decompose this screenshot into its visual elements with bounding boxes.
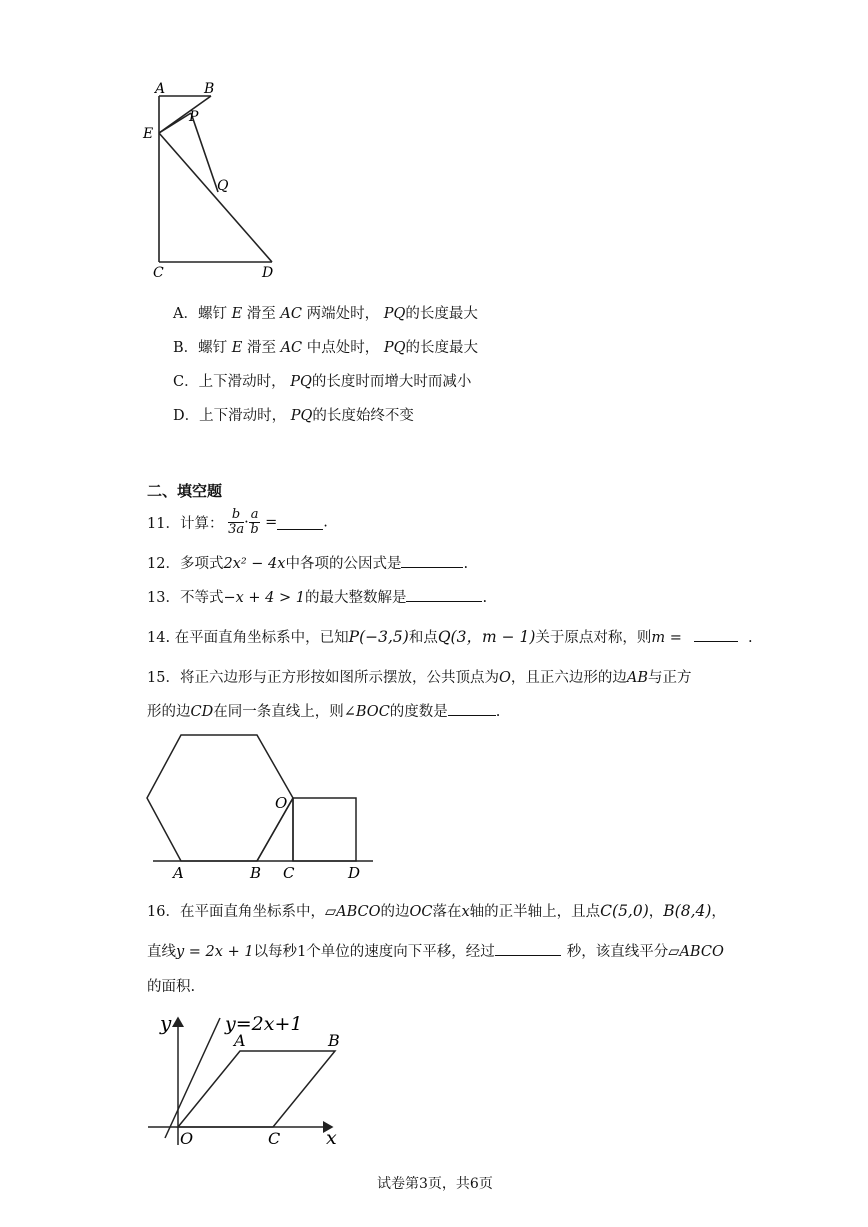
period: . [323,514,328,531]
math-point-Q: Q(3，m − 1) [437,628,536,646]
figure-coordinate-plane [140,1010,350,1150]
math-parallelogram: ▱ABCO [668,944,724,960]
option-letter: A． [173,306,198,322]
answer-blank[interactable] [406,587,482,602]
question-text: 与正方 [647,670,692,686]
label-C: C [153,265,164,281]
math-PQ: PQ [383,340,406,356]
label-x-axis: x [326,1127,337,1149]
label-D: D [348,864,361,882]
option-text: 螺钉 [198,340,232,356]
question-text: 形的边 [147,704,191,720]
answer-blank[interactable] [694,627,738,642]
question-text: 在同一条直线上，则 [213,704,344,720]
question-text: 秒，该直线平分 [566,944,669,960]
question-text: 落在 [432,904,462,920]
question-text: 16．在平面直角坐标系中， [147,904,325,920]
math-angle-BOC: ∠BOC [343,704,390,720]
math-E: E [231,306,243,322]
label-O: O [275,794,288,812]
option-letter: D． [173,408,200,424]
question-14 [147,625,753,647]
option-d [173,404,414,425]
option-a [173,302,478,323]
math-parallelogram: ▱ABCO [324,904,381,920]
fraction-numerator: b [228,508,244,523]
math-OC: OC [409,904,433,920]
label-C: C [268,1129,281,1148]
label-A: A [234,1031,246,1050]
question-16-line-3: 的面积. [147,979,196,995]
label-A: A [155,81,166,97]
question-12 [147,552,468,573]
math-one: 1 [297,944,307,960]
math-expression: 2x² − 4x [223,556,286,572]
answer-blank[interactable] [495,941,561,956]
option-text: 的长度最大 [405,306,478,322]
fraction-a-over-b [249,508,261,537]
label-B: B [328,1031,340,1050]
math-O: O [498,670,511,686]
question-text: 关于原点对称，则 [535,630,652,646]
fraction-numerator: a [250,507,259,522]
math-expression: −x + 4 > 1 [223,590,305,606]
math-x: x [461,904,470,920]
question-16-line-2 [147,940,724,961]
question-text: 轴的正半轴上，且点 [469,904,601,920]
label-line-equation: y=2x+1 [225,1013,303,1035]
label-B: B [250,864,262,882]
math-CD: CD [190,704,214,720]
question-text: 12．多项式 [147,556,224,572]
figure-hexagon-square [140,728,385,886]
question-text: 15．将正六边形与正方形按如图所示摆放，公共顶点为 [147,670,499,686]
dot-operator: · [244,514,249,531]
question-text: 的度数是 [389,704,448,720]
question-15-line-1 [147,666,691,687]
option-letter: B． [173,340,199,356]
question-13 [147,586,487,607]
option-text: 螺钉 [197,306,232,322]
question-text: 以每秒 [253,944,298,960]
option-text: 滑至 [242,340,281,356]
question-text: 的最大整数解是 [304,590,407,606]
option-text: 的长度始终不变 [312,408,414,424]
label-A: A [173,864,184,882]
label-D: D [262,265,274,281]
option-text: 两端处时， [301,306,384,322]
math-AC: AC [280,306,302,322]
question-text: 的边 [380,904,410,920]
option-text: 的长度时而增大时而减小 [311,374,472,390]
comma: ， [711,904,726,920]
math-point-P: P(−3,5) [348,628,409,646]
question-11 [147,508,328,537]
math-line-equation: y = 2x + 1 [176,944,254,960]
period: . [463,556,469,572]
question-text: 11．计算： [147,516,224,532]
answer-blank[interactable] [277,515,323,530]
math-AC: AC [280,340,303,356]
math-point-B: B(8,4) [663,902,712,920]
math-PQ: PQ [290,374,312,390]
math-AB: AB [626,670,648,686]
label-y-axis: y [160,1011,172,1035]
option-text: 上下滑动时， [198,374,291,390]
question-15-line-2 [147,700,500,721]
equals-sign: = [265,514,278,531]
question-text: ，且正六边形的边 [510,670,627,686]
math-PQ: PQ [383,306,406,322]
fraction-denominator: b [250,522,259,537]
section-title: 二、填空题 [147,482,223,500]
math-PQ: PQ [290,408,313,424]
question-text: 14. 在平面直角坐标系中，已知 [147,630,349,646]
question-text: 和点 [408,630,438,646]
period: . [747,630,753,646]
label-O: O [180,1129,194,1148]
fraction-denominator: 3a [228,522,245,537]
option-text: 中点处时， [302,340,384,356]
answer-blank[interactable] [448,701,496,716]
question-text: 个单位的速度向下平移，经过 [306,944,495,960]
page-footer: 试卷第3页，共6页 [377,1176,493,1192]
label-Q: Q [217,178,229,194]
label-E: E [143,126,154,142]
period: . [482,590,488,606]
comma: ， [648,904,664,920]
option-text: 上下滑动时， [199,408,291,424]
question-text: 13．不等式 [147,590,224,606]
label-C: C [283,864,295,882]
math-point-C: C(5,0) [600,902,649,920]
question-text: 直线 [147,944,176,960]
label-P: P [189,109,199,125]
option-text: 的长度最大 [405,340,479,356]
option-b [173,336,478,357]
option-letter: C． [173,374,199,390]
answer-blank[interactable] [401,553,463,568]
option-text: 滑至 [242,306,281,322]
fraction-b-over-3a [228,508,244,537]
math-m: m = [651,630,682,646]
question-16-line-1 [147,900,726,921]
question-text: 中各项的公因式是 [285,556,402,572]
math-E: E [231,340,243,356]
option-c [173,370,471,391]
period: . [495,704,501,720]
figure-sliding-rod [140,78,290,283]
label-B: B [204,81,215,97]
